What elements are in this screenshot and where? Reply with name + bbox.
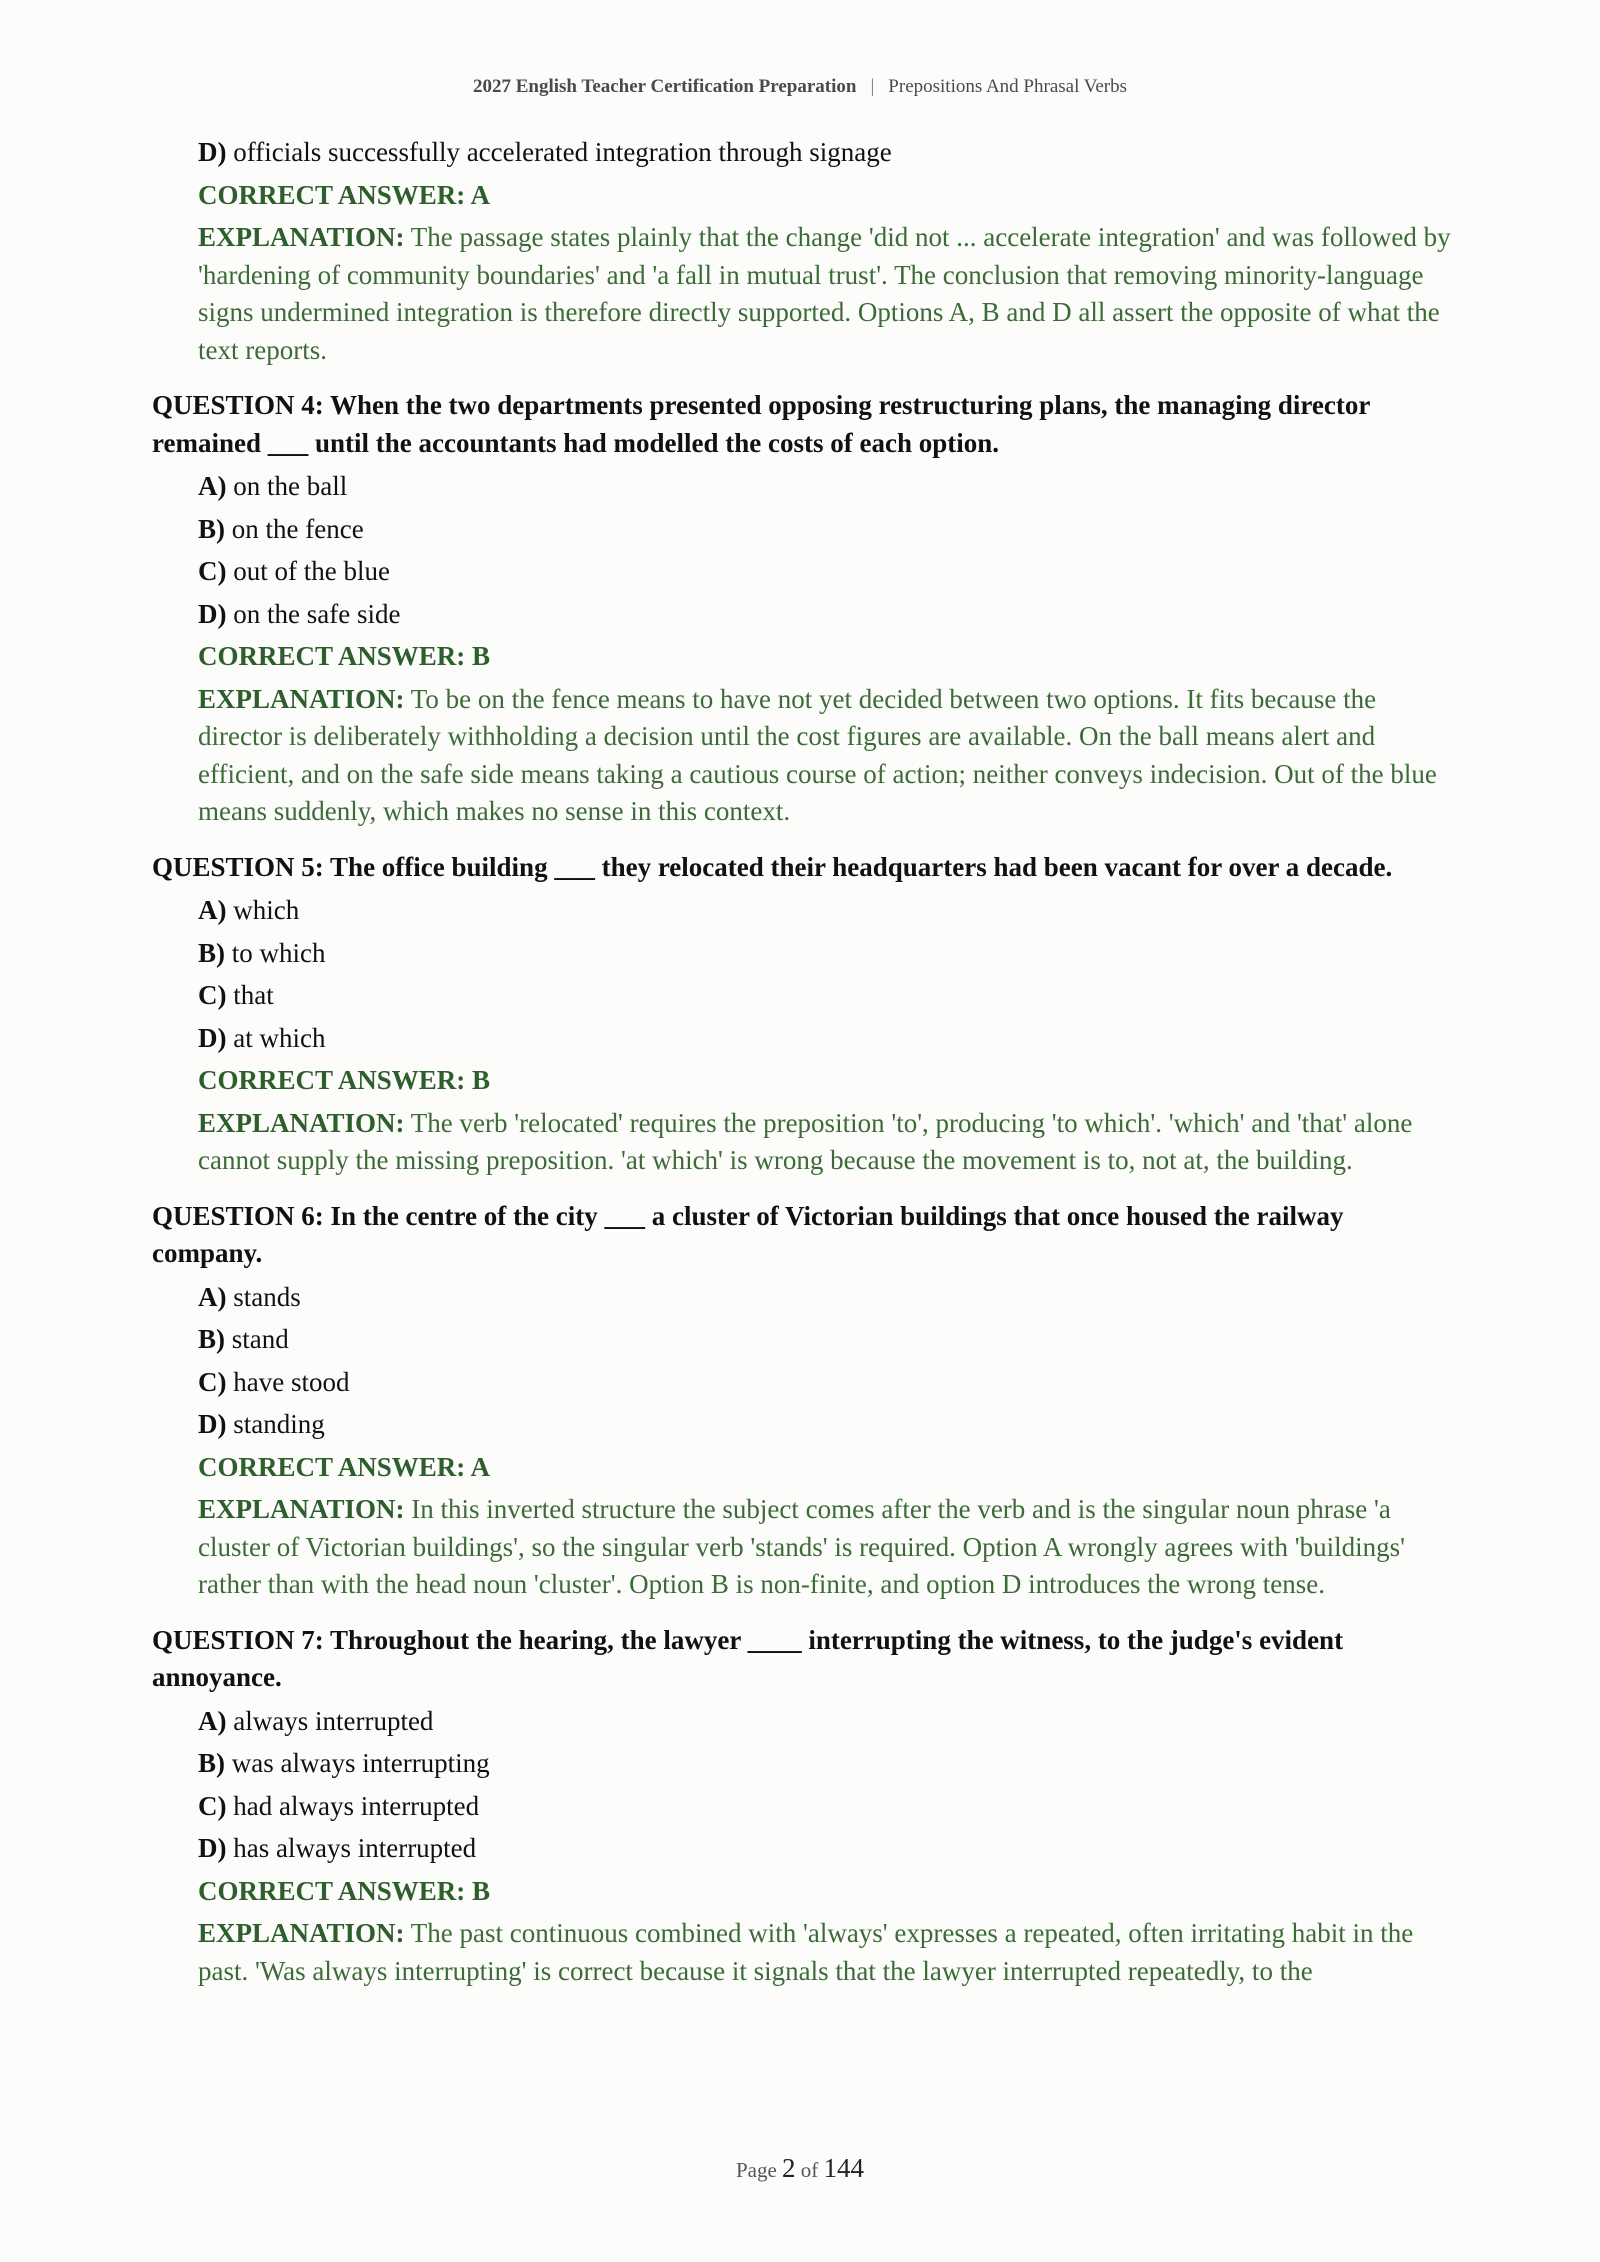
option-text: standing [233,1409,325,1439]
explanation-text: The verb 'relocated' requires the preposition 'to', producing 'to which'. 'which' and 'that' alone cannot supply the missing preposition. 'at which' is wrong because the movement is to, not at, the building. [198,1107,1413,1175]
option-d [198,1020,1452,1058]
option-d [198,134,1452,172]
explanation-text: The past continuous combined with 'always' expresses a repeated, often irritating habit in the past. 'Was always interrupting' is correct because it signals that the lawyer interrupted repeatedly, to the [198,1918,1414,1986]
option-text: on the ball [233,471,348,501]
option-text: was always interrupting [231,1748,490,1778]
question-body [152,892,1452,1180]
option-d [198,1406,1452,1444]
page-footer [0,2153,1600,2184]
option-letter: D) [198,1409,227,1439]
page-content [152,134,1452,1990]
question-stem: QUESTION 5: The office building ___ they relocated their headquarters had been vacant for over a decade. [152,851,1393,882]
question-body [152,468,1452,831]
question-body [152,1703,1452,1991]
header-title: 2027 English Teacher Certification Preparation [472,76,857,97]
question-stem: QUESTION 7: Throughout the hearing, the lawyer ____ interrupting the witness, to the judge's evident annoyance. [152,1624,1344,1692]
option-a [198,468,1452,506]
option-letter: A) [198,895,227,925]
option-letter: D) [198,137,227,167]
option-c [198,977,1452,1015]
option-text: stands [233,1281,301,1312]
correct-answer: CORRECT ANSWER: B [198,1875,491,1906]
explanation-text: To be on the fence means to have not yet decided between two options. It fits because the director is deliberately withholding a decision until the cost figures are available. On the ball means alert and efficient, and on the safe side means taking a cautious course of action; neither conveys indecision. Out of the blue means suddenly, which makes no sense in this context. [198,683,1437,826]
option-text: had always interrupted [233,1790,480,1821]
question-4 [152,387,1452,831]
option-text: at which [233,1022,326,1053]
question-body [152,1279,1452,1604]
option-a [198,1279,1452,1317]
option-b [198,511,1452,549]
explanation-label: EXPLANATION: [198,1494,405,1524]
option-text: to which [231,937,326,968]
option-c [198,1364,1452,1402]
option-letter: A) [198,471,227,501]
option-text: always interrupted [233,1705,434,1736]
correct-answer: CORRECT ANSWER: B [198,1065,491,1095]
option-letter: D) [198,1833,227,1863]
option-letter: B) [198,513,225,544]
explanation [198,1915,1452,1990]
option-text: that [233,980,274,1010]
option-a [198,1703,1452,1741]
explanation [198,219,1452,369]
option-text: which [233,895,300,925]
header-section: Prepositions And Phrasal Verbs [888,76,1128,97]
header-separator: | [870,76,875,97]
option-text: have stood [233,1366,350,1397]
option-letter: A) [198,1281,227,1312]
explanation-label: EXPLANATION: [198,683,405,714]
option-a [198,892,1452,930]
option-text: on the fence [231,513,364,544]
question-5 [152,849,1452,1180]
option-c [198,1788,1452,1826]
correct-answer: CORRECT ANSWER: A [198,1451,491,1482]
explanation [198,1491,1452,1604]
explanation [198,1105,1452,1180]
explanation-text: In this inverted structure the subject comes after the verb and is the singular noun phrase 'a cluster of Victorian buildings', so the singular verb 'stands' is required. Option A wrongly agrees with 'buildings' rather than with the head noun 'cluster'. Option B is non-finite, and option D introduces the wrong tense. [198,1494,1406,1599]
option-text: on the safe side [233,598,401,629]
option-letter: B) [198,937,225,968]
option-b [198,1321,1452,1359]
explanation-text: The passage states plainly that the change 'did not ... accelerate integration' and was followed by 'hardening of community boundaries' and 'a fall in mutual trust'. The conclusion that removing minority-language signs undermined integration is therefore directly supported. Options A, B and D all assert the opposite of what the text reports. [198,222,1451,365]
question-stem: QUESTION 6: In the centre of the city ___ a cluster of Victorian buildings that once housed the railway company. [152,1200,1344,1268]
option-d [198,596,1452,634]
explanation-label: EXPLANATION: [198,1107,405,1138]
explanation-label: EXPLANATION: [198,222,405,252]
option-letter: B) [198,1748,225,1778]
option-letter: C) [198,1366,227,1397]
option-letter: A) [198,1705,227,1736]
option-b [198,1745,1452,1783]
option-letter: C) [198,556,227,586]
option-letter: C) [198,980,227,1010]
option-text: out of the blue [233,556,390,586]
option-c [198,553,1452,591]
option-letter: D) [198,598,227,629]
option-text: officials successfully accelerated integration through signage [233,137,892,167]
option-d [198,1830,1452,1868]
option-letter: D) [198,1022,227,1053]
option-text: has always interrupted [233,1833,477,1863]
explanation [198,681,1452,831]
explanation-label: EXPLANATION: [198,1918,405,1948]
correct-answer: CORRECT ANSWER: A [198,179,491,210]
page-number: 2 [782,2153,796,2183]
question-3-continuation [152,134,1452,369]
question-6 [152,1198,1452,1604]
question-stem: QUESTION 4: When the two departments presented opposing restructuring plans, the managing director remained ___ until the accountants had modelled the costs of each option. [152,390,1370,458]
page-header [0,76,1600,98]
page-total: 144 [823,2153,865,2183]
option-letter: B) [198,1324,225,1354]
correct-answer: CORRECT ANSWER: B [198,641,491,671]
option-b [198,935,1452,973]
of-word: of [800,2158,819,2182]
question-7 [152,1622,1452,1991]
option-text: stand [231,1324,289,1354]
option-letter: C) [198,1790,227,1821]
page-word: Page [735,2158,777,2182]
